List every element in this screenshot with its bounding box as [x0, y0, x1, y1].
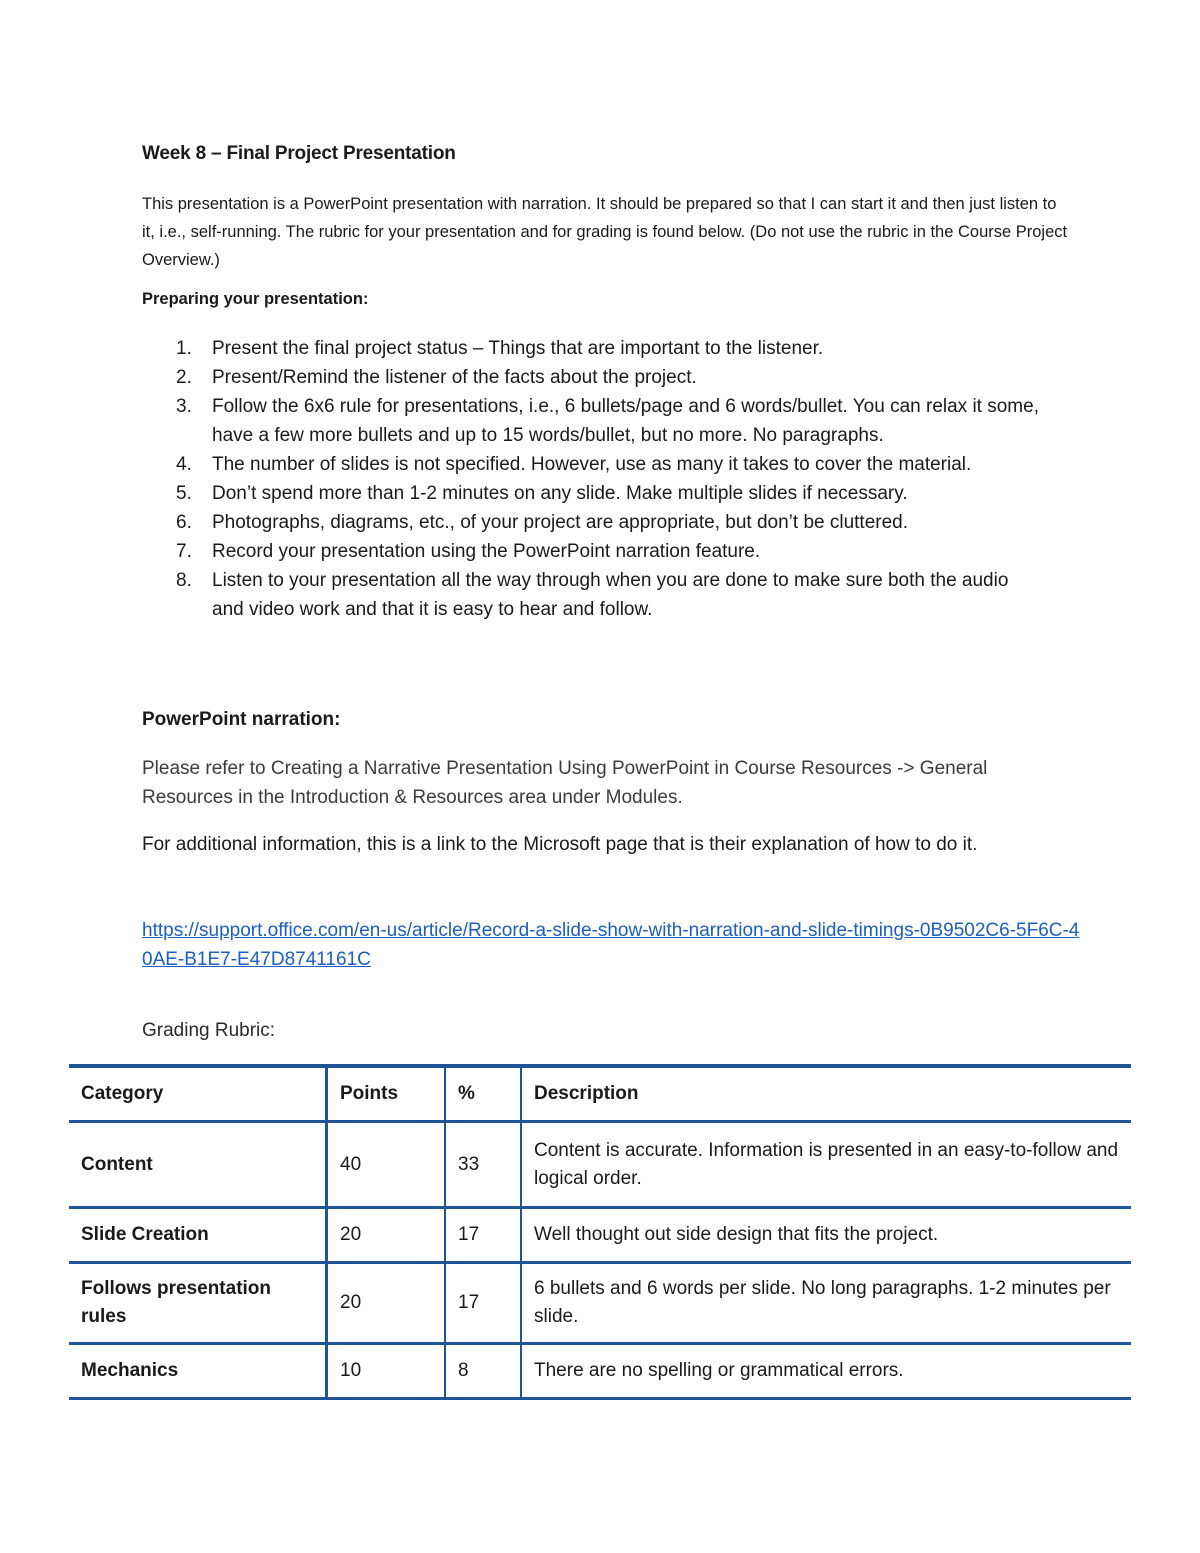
- header-points: Points: [327, 1066, 446, 1122]
- points-cell: 20: [327, 1263, 446, 1344]
- list-item: [142, 479, 1042, 508]
- table-row: [69, 1208, 1131, 1263]
- step-text: Photographs, diagrams, etc., of your project are appropriate, but don’t be cluttered.: [212, 512, 909, 533]
- table-row: [69, 1344, 1131, 1399]
- step-number: 1.: [176, 338, 192, 359]
- narration-heading: PowerPoint narration:: [142, 709, 341, 730]
- list-item: [142, 537, 1042, 566]
- steps-list: [142, 334, 1042, 624]
- step-number: 3.: [176, 396, 192, 417]
- header-description: Description: [521, 1066, 1131, 1122]
- description-text: 6 bullets and 6 words per slide. No long paragraphs. 1-2 minutes per slide.: [534, 1278, 1111, 1327]
- category-cell: Slide Creation: [69, 1208, 327, 1263]
- step-text: Don’t spend more than 1-2 minutes on any slide. Make multiple slides if necessary.: [212, 483, 908, 504]
- table-row: [69, 1263, 1131, 1344]
- list-item: [142, 450, 1042, 479]
- step-number: 8.: [176, 570, 192, 591]
- category-cell: [69, 1263, 327, 1344]
- step-text: Follow the 6x6 rule for presentations, i.e., 6 bullets/page and 6 words/bullet. You can relax it some, have a few more bullets and up to 15 words/bullet, but no more. No paragraphs.: [212, 396, 1039, 446]
- grading-rubric-table: [69, 1064, 1131, 1400]
- additional-info: For additional information, this is a link to the Microsoft page that is their explanation of how to do it.: [142, 834, 978, 855]
- page-title: Week 8 – Final Project Presentation: [142, 143, 456, 164]
- microsoft-support-link[interactable]: https://support.office.com/en-us/article/Record-a-slide-show-with-narration-and-slide-timings-0B9502C6-5F6C-40AE-B1E7-E47D8741161C: [142, 920, 1080, 970]
- description-text: There are no spelling or grammatical errors.: [534, 1360, 904, 1381]
- description-cell: [521, 1263, 1131, 1344]
- table-header-row: [69, 1066, 1131, 1122]
- list-item: [142, 334, 1042, 363]
- step-text: Listen to your presentation all the way through when you are done to make sure both the audio and video work and that it is easy to hear and follow.: [212, 570, 1009, 620]
- list-item: [142, 392, 1042, 450]
- step-text: Present/Remind the listener of the facts about the project.: [212, 367, 697, 388]
- step-text: The number of slides is not specified. However, use as many it takes to cover the material.: [212, 454, 972, 475]
- step-text: Record your presentation using the PowerPoint narration feature.: [212, 541, 761, 562]
- intro-paragraph: This presentation is a PowerPoint presentation with narration. It should be prepared so that I can start it and then just listen to it, i.e., self-running. The rubric for your presentation and for grading is found below. (Do not use the rubric in the Course Project Overview.): [142, 195, 1068, 269]
- rubric-heading: Grading Rubric:: [142, 1020, 276, 1041]
- list-item: [142, 566, 1042, 624]
- category-cell: Mechanics: [69, 1344, 327, 1399]
- description-cell: [521, 1122, 1131, 1208]
- step-number: 5.: [176, 483, 192, 504]
- table-row: [69, 1122, 1131, 1208]
- points-cell: 40: [327, 1122, 446, 1208]
- header-percent: %: [445, 1066, 521, 1122]
- header-category: Category: [69, 1066, 327, 1122]
- percent-cell: 8: [445, 1344, 521, 1399]
- points-cell: 10: [327, 1344, 446, 1399]
- percent-cell: 33: [445, 1122, 521, 1208]
- category-text: Follows presentation rules: [81, 1278, 272, 1327]
- description-text: Content is accurate. Information is presented in an easy-to-follow and logical order.: [534, 1139, 1119, 1189]
- step-number: 2.: [176, 367, 192, 388]
- description-text: Well thought out side design that fits the project.: [534, 1224, 939, 1245]
- category-cell: Content: [69, 1122, 327, 1208]
- step-number: 7.: [176, 541, 192, 562]
- description-cell: [521, 1344, 1131, 1399]
- points-cell: 20: [327, 1208, 446, 1263]
- step-text: Present the final project status – Things that are important to the listener.: [212, 338, 824, 359]
- percent-cell: 17: [445, 1208, 521, 1263]
- step-number: 4.: [176, 454, 192, 475]
- description-cell: [521, 1208, 1131, 1263]
- preparing-heading: Preparing your presentation:: [142, 290, 369, 308]
- resources-reference: Please refer to Creating a Narrative Presentation Using PowerPoint in Course Resources -> General Resources in the Introduction & Resources area under Modules.: [142, 758, 988, 808]
- percent-cell: 17: [445, 1263, 521, 1344]
- step-number: 6.: [176, 512, 192, 533]
- list-item: [142, 508, 1042, 537]
- list-item: [142, 363, 1042, 392]
